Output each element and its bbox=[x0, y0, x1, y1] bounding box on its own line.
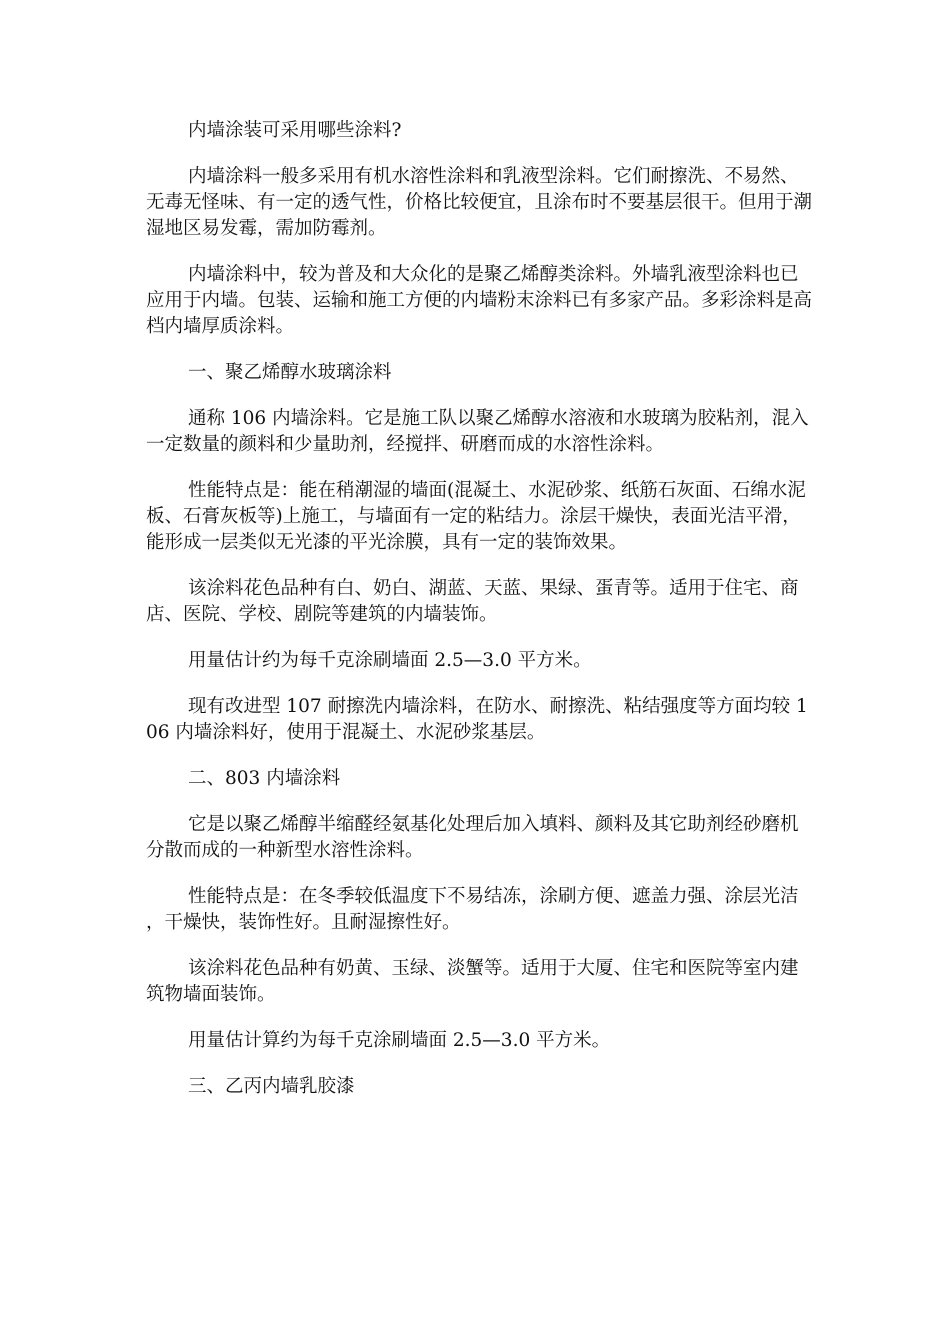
paragraph-107-improved: 现有改进型 107 耐擦洗内墙涂料，在防水、耐擦洗、粘结强度等方面均较 106 内墙涂料好，使用于混凝土、水泥砂浆基层。 bbox=[146, 696, 808, 743]
document-title: 内墙涂装可采用哪些涂料? bbox=[188, 120, 402, 141]
paragraph-overview: 内墙涂料中，较为普及和大众化的是聚乙烯醇类涂料。外墙乳液型涂料也已应用于内墙。包装、运输和施工方便的内墙粉末涂料已有多家产品。多彩涂料是高档内墙厚质涂料。 bbox=[146, 264, 813, 337]
section-heading-2: 二、803 内墙涂料 bbox=[188, 768, 341, 789]
paragraph-106-usage: 用量估计约为每千克涂刷墙面 2.5—3.0 平方米。 bbox=[188, 650, 592, 671]
paragraph-803-description: 它是以聚乙烯醇半缩醛经氨基化处理后加入填料、颜料及其它助剂经砂磨机分散而成的一种新型水溶性涂料。 bbox=[146, 814, 799, 861]
section-heading-3: 三、乙丙内墙乳胶漆 bbox=[188, 1076, 355, 1097]
paragraph-803-colors: 该涂料花色品种有奶黄、玉绿、淡蟹等。适用于大厦、住宅和医院等室内建筑物墙面装饰。 bbox=[146, 958, 799, 1005]
paragraph-106-colors: 该涂料花色品种有白、奶白、湖蓝、天蓝、果绿、蛋青等。适用于住宅、商店、医院、学校、剧院等建筑的内墙装饰。 bbox=[146, 578, 799, 625]
paragraph-intro: 内墙涂料一般多采用有机水溶性涂料和乳液型涂料。它们耐擦洗、不易然、无毒无怪味、有一定的透气性，价格比较便宜，且涂布时不要基层很干。但用于潮湿地区易发霉，需加防霉剂。 bbox=[146, 166, 813, 239]
paragraph-106-features: 性能特点是：能在稍潮湿的墙面(混凝土、水泥砂浆、纸筋石灰面、石绵水泥板、石膏灰板等)上施工，与墙面有一定的粘结力。涂层干燥快，表面光洁平滑，能形成一层类似无光漆的平光涂膜，具有一定的装饰效果。 bbox=[146, 480, 806, 553]
paragraph-106-description: 通称 106 内墙涂料。它是施工队以聚乙烯醇水溶液和水玻璃为胶粘剂，混入一定数量的颜料和少量助剂，经搅拌、研磨而成的水溶性涂料。 bbox=[146, 408, 809, 455]
paragraph-803-usage: 用量估计算约为每千克涂刷墙面 2.5—3.0 平方米。 bbox=[188, 1030, 611, 1051]
section-heading-1: 一、聚乙烯醇水玻璃涂料 bbox=[188, 362, 392, 383]
paragraph-803-features: 性能特点是：在冬季较低温度下不易结冻，涂刷方便、遮盖力强、涂层光洁，干燥快，装饰性好。且耐湿擦性好。 bbox=[146, 886, 799, 933]
document-body bbox=[146, 118, 816, 1120]
